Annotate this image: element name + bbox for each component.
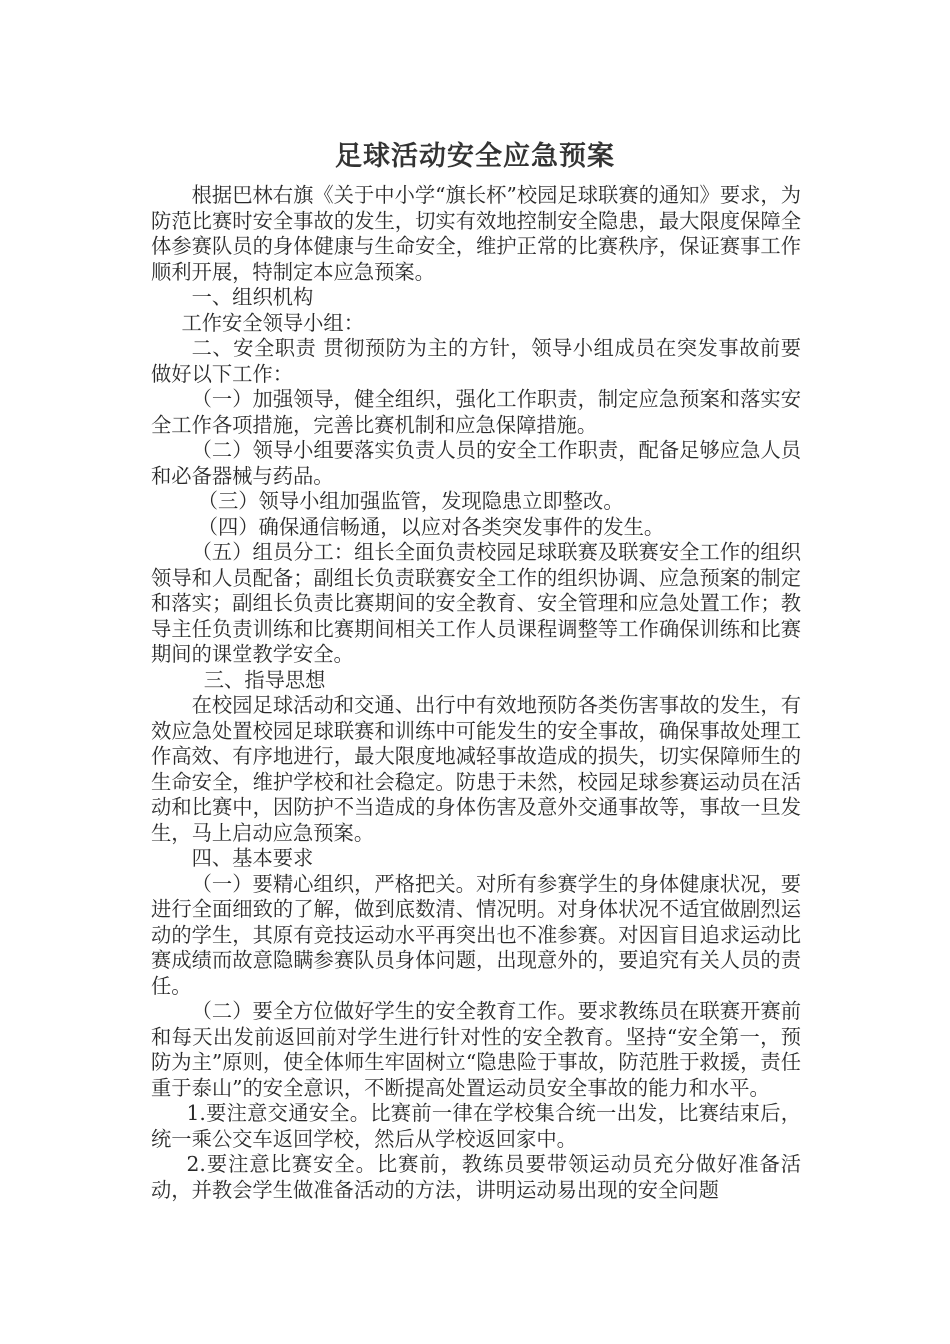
paragraph-duty-2: （二）领导小组要落实负责人员的安全工作职责，配备足够应急人员和必备器械与药品。 — [151, 438, 801, 488]
paragraph-duty-3: （三）领导小组加强监管，发现隐患立即整改。 — [197, 489, 624, 513]
paragraph-match-safety: 2.要注意比赛安全。比赛前，教练员要带领运动员充分做好准备活动，并教会学生做准备活动的方法，讲明运动易出现的安全问题 — [151, 1152, 801, 1202]
paragraph-leadership-group: 工作安全领导小组： — [181, 310, 364, 335]
document-body — [151, 183, 801, 1203]
paragraph-guiding-ideas: 在校园足球活动和交通、出行中有效地预防各类伤害事故的发生，有效应急处置校园足球联赛和训练中可能发生的安全事故，确保事故处理工作高效、有序地进行，最大限度地减轻事故造成的损失，切实保障师生的生命安全，维护学校和社会稳定。防患于未然，校园足球参赛运动员在活动和比赛中，因防护不当造成的身体伤害及意外交通事故等，事故一旦发生，马上启动应急预案。 — [151, 693, 801, 845]
heading-basic-requirements: 四、基本要求 — [191, 846, 314, 870]
paragraph-requirement-2: （二）要全方位做好学生的安全教育工作。要求教练员在联赛开赛前和每天出发前返回前对学生进行针对性的安全教育。坚持“安全第一，预防为主”原则，使全体师生牢固树立“隐患险于事故，防范胜于救援，责任重于泰山”的安全意识，不断提高处置运动员安全事故的能力和水平。 — [151, 999, 801, 1100]
paragraph-duty-4: （四）确保通信畅通，以应对各类突发事件的发生。 — [197, 514, 665, 539]
paragraph-duty-5: （五）组员分工：组长全面负责校园足球联赛及联赛安全工作的组织领导和人员配备；副组长负责联赛安全工作的组织协调、应急预案的制定和落实；副组长负责比赛期间的安全教育、安全管理和应急处置工作；教导主任负责训练和比赛期间相关工作人员课程调整等工作确保训练和比赛期间的课堂教学安全。 — [151, 540, 801, 666]
heading-guiding-ideas: 三、指导思想 — [203, 667, 326, 692]
document-title: 足球活动安全应急预案 — [335, 141, 615, 172]
heading-safety-duties: 二、安全职责 贯彻预防为主的方针，领导小组成员在突发事故前要做好以下工作： — [151, 336, 801, 386]
heading-organization: 一、组织机构 — [191, 285, 314, 309]
paragraph-duty-1: （一）加强领导，健全组织，强化工作职责，制定应急预案和落实安全工作各项措施，完善比赛机制和应急保障措施。 — [151, 387, 801, 437]
paragraph-traffic-safety: 1.要注意交通安全。比赛前一律在学校集合统一出发，比赛结束后，统一乘公交车返回学校，然后从学校返回家中。 — [151, 1101, 801, 1151]
paragraph-requirement-1: （一）要精心组织，严格把关。对所有参赛学生的身体健康状况，要进行全面细致的了解，做到底数清、情况明。对身体状况不适宜做剧烈运动的学生，其原有竞技运动水平再突出也不准参赛。对因盲目追求运动比赛成绩而故意隐瞒参赛队员身体问题，出现意外的，要追究有关人员的责任。 — [151, 871, 801, 998]
paragraph-intro: 根据巴林右旗《关于中小学“旗长杯”校园足球联赛的通知》要求，为防范比赛时安全事故的发生，切实有效地控制安全隐患，最大限度保障全体参赛队员的身体健康与生命安全，维护正常的比赛秩序，保证赛事工作顺利开展，特制定本应急预案。 — [151, 183, 801, 284]
